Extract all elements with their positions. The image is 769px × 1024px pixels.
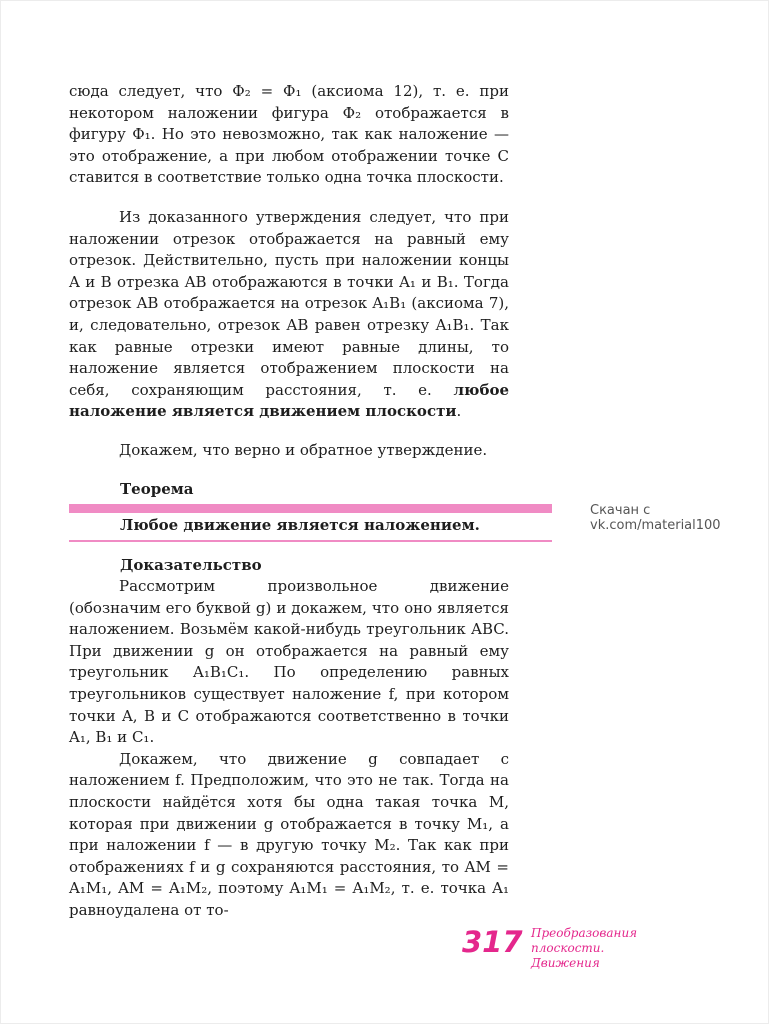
- theorem-statement: Любое движение является наложением.: [120, 516, 480, 534]
- page-number: 317: [462, 925, 523, 959]
- running-title-line: Движения: [531, 956, 600, 970]
- paragraph-converse: [69, 440, 509, 462]
- running-title-line: плоскости.: [531, 941, 605, 955]
- proof-heading: Доказательство: [120, 556, 262, 574]
- paragraph-end: .: [456, 402, 462, 421]
- paragraph-segment-consequence: [69, 207, 509, 423]
- paragraph-text: [69, 207, 509, 423]
- paragraph-continuation: [69, 81, 509, 189]
- paragraph-text: сюда следует, что Ф₂ = Ф₁ (аксиома 12), т. е. при некотором наложении фигура Ф₂ отображается в фигуру Ф₁. Но это невозможно, так как наложение — это отображение, а при любом отображении точке C ставится в соответствие только одна точка плоскости.: [69, 82, 509, 187]
- proof-body: [69, 576, 509, 922]
- theorem-title: Теорема: [120, 480, 194, 498]
- running-title-line: Преобразования: [531, 926, 638, 940]
- theorem-bar-top: [69, 504, 552, 513]
- watermark-text: Скачан с vk.com/material100: [590, 503, 721, 533]
- theorem-bar-bottom: [69, 540, 552, 542]
- running-title: [531, 926, 671, 971]
- bold-conclusion: любое наложение является движением плоскости: [69, 380, 509, 421]
- proof-paragraph-2: Докажем, что движение g совпадает с наложением f. Предположим, что это не так. Тогда на плоскости найдётся хотя бы одна такая точка M, которая при движении g отображается в точку M₁, а при наложении f — в другую точку M₂. Так как при отображениях f и g сохраняются расстояния, то AM = A₁M₁, AM = A₁M₂, поэтому A₁M₁ = A₁M₂, т. е. точка A₁ равноудалена от то-: [69, 749, 509, 919]
- paragraph-text: Докажем, что верно и обратное утверждение.: [119, 441, 488, 459]
- proof-paragraph-1: Рассмотрим произвольное движение (обозначим его буквой g) и докажем, что оно является наложением. Возьмём какой-нибудь треугольник ABC. При движении g он отображается на равный ему треугольник A₁B₁C₁. По определению равных треугольников существует наложение f, при котором точки A, B и C отображаются соответственно в точки A₁, B₁ и C₁.: [69, 577, 509, 747]
- paragraph-part: Из доказанного утверждения следует, что при наложении отрезок отображается на равный ему отрезок. Действительно, пусть при наложении концы A и B отрезка AB отображаются в точки A₁ и B₁. Тогда отрезок AB отображается на отрезок A₁B₁ (аксиома 7), и, следовательно, отрезок AB равен отрезку A₁B₁. Так как равные отрезки имеют равные длины, то наложение является отображением плоскости на себя, сохраняющим расстояния, т. е.: [69, 208, 509, 399]
